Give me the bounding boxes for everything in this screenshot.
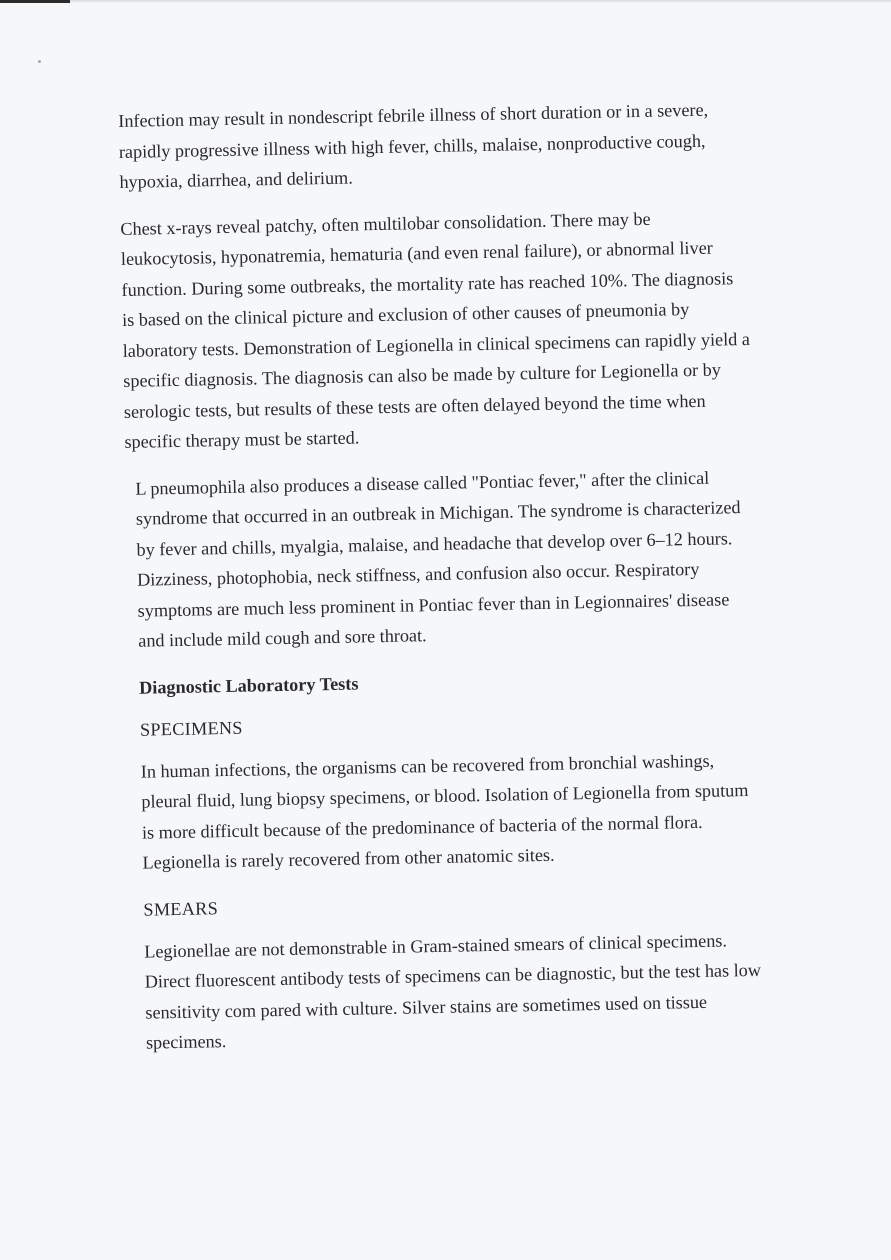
subheading-specimens: SPECIMENS: [139, 717, 243, 740]
paragraph-pontiac-fever: L pneumophila also produces a disease called "Pontiac fever," after the clinical syndrome that occurred in an outbreak in Michigan. The syndrome is characterized by fever and chills, myalgia, malaise, and headache that develop over 6–12 hours. Dizziness, photophobia, neck stiffness, and confusion also occur. Respiratory symptoms are much less prominent in Pontiac fever than in Legionnaires' disease and include mild cough and sore throat.: [135, 467, 741, 651]
scan-speck: [38, 60, 41, 63]
paragraph-infection: Infection may result in nondescript febrile illness of short duration or in a severe, rapidly progressive illness with high fever, chills, malaise, nonproductive cough, hypoxia, diarrhea, and delirium.: [118, 99, 709, 192]
paragraph-smears: Legionellae are not demonstrable in Gram-stained smears of clinical specimens. Direct fluorescent antibody tests of specimens can be diagnostic, but the test has low sensitivity com pared with culture. Silver stains are sometimes used on tissue specimens.: [144, 929, 762, 1053]
section-heading-diagnostic-tests: Diagnostic Laboratory Tests: [138, 672, 359, 698]
subheading-smears: SMEARS: [143, 897, 219, 920]
paragraph-specimens: In human infections, the organisms can be recovered from bronchial washings, pleural fluid, lung biopsy specimens, or blood. Isolation of Legionella from sputum is more difficult because of the predominance of bacteria of the normal flora. Legionella is rarely recovered from other anatomic sites.: [140, 750, 749, 873]
paragraph-chest-xray: Chest x-rays reveal patchy, often multilobar consolidation. There may be leukocytosis, hyponatremia, hematuria (and even renal failure), or abnormal liver function. During some outbreaks, the mortality rate has reached 10%. The diagnosis is based on the clinical picture and exclusion of other causes of pneumonia by laboratory tests. Demonstration of Legionella in clinical specimens can rapidly yield a specific diagnosis. The diagnosis can also be made by culture for Legionella or by serologic tests, but results of these tests are often delayed beyond the time when specific therapy must be started.: [120, 208, 751, 452]
document-page: [118, 94, 764, 1074]
scan-top-edge: [0, 0, 891, 3]
scan-corner-mark: [0, 0, 70, 3]
